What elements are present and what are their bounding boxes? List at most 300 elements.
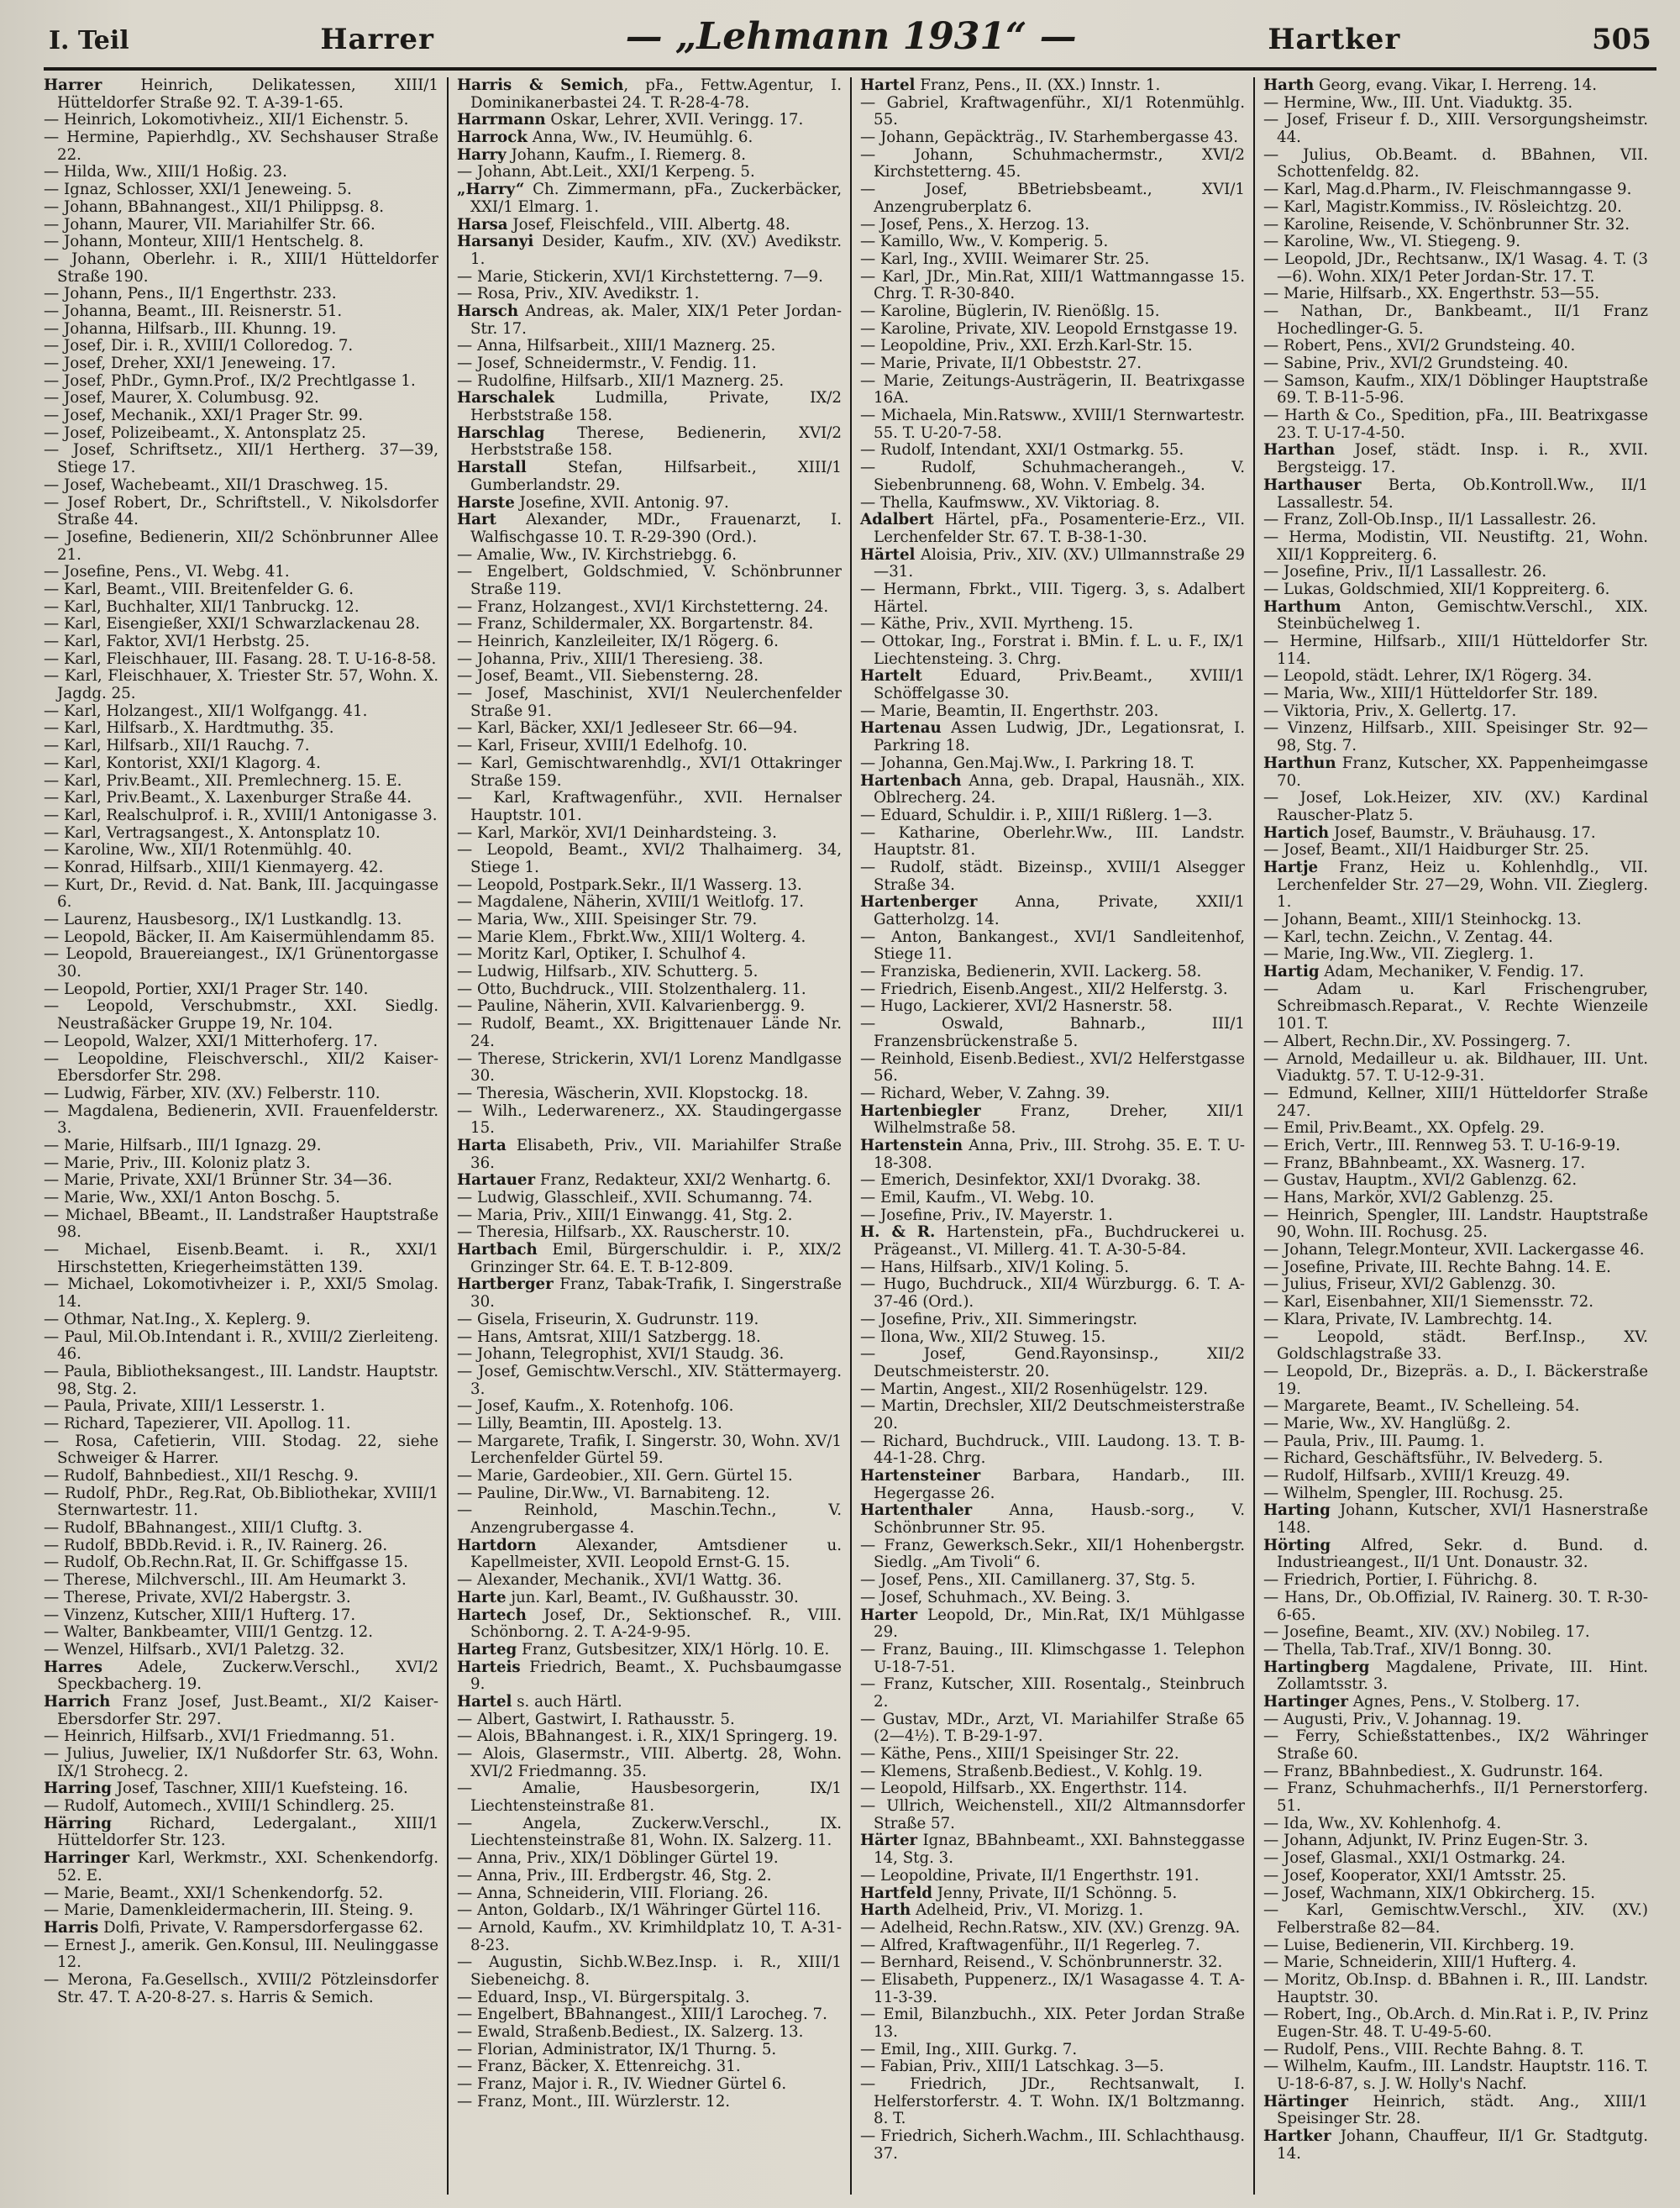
- directory-entry: — Josefine, Priv., IV. Mayerstr. 1.: [860, 1206, 1113, 1224]
- directory-entry: — Hans, Hilfsarb., XIV/1 Koling. 5.: [860, 1258, 1130, 1276]
- directory-entry: — Marie, Stickerin, XVI/1 Kirchstetterng. 7—9.: [457, 267, 823, 286]
- directory-entry: — Karl, Gemischtw.Verschl., XIV. (XV.) Felberstraße 82—84.: [1263, 1901, 1648, 1937]
- directory-entry: — Adam u. Karl Frischengruber, Schreibmasch.Reparat., V. Rechte Wienzeile 101. T.: [1263, 980, 1648, 1033]
- directory-entry: — Friedrich, JDr., Rechtsanwalt, I. Helferstorferstr. 4. T. Wohn. IX/1 Boltzmanng. 8. T.: [860, 2075, 1245, 2128]
- directory-entry: — Leopold, Dr., Bizepräs. a. D., I. Bäckerstraße 19.: [1263, 1362, 1648, 1398]
- directory-entry: — Rudolfine, Hilfsarb., XII/1 Maznerg. 25.: [457, 371, 785, 390]
- directory-entry: Hartdorn Alexander, Amtsdiener u. Kapellmeister, XVII. Leopold Ernst-G. 15.: [457, 1536, 842, 1572]
- directory-entry: — Johanna, Beamt., III. Reisnerstr. 51.: [44, 302, 343, 320]
- directory-entry: — Maria, Priv., XIII/1 Einwangg. 41, Stg. 2.: [457, 1206, 793, 1224]
- directory-entry: — Marie, Gardeobier., XII. Gern. Gürtel 15.: [457, 1467, 793, 1485]
- directory-entry: Hartberger Franz, Tabak-Trafik, I. Singerstraße 30.: [457, 1275, 842, 1312]
- directory-entry: — Anna, Schneiderin, VIII. Floriang. 26.: [457, 1884, 769, 1902]
- publication-title: — „Lehmann 1931“ —: [625, 15, 1077, 58]
- directory-entry: Harthum Anton, Gemischtw.Verschl., XIX. Steinbüchelweg 1.: [1263, 597, 1648, 633]
- directory-entry: — Anton, Bankangest., XVI/1 Sandleitenhof, Stiege 11.: [860, 928, 1245, 964]
- directory-entry: Harsch Andreas, ak. Maler, XIX/1 Peter Jordan-Str. 17.: [457, 302, 842, 338]
- directory-entry: — Karoline, Private, XIV. Leopold Ernstgasse 19.: [860, 319, 1238, 338]
- directory-entry: — Franz, Bäcker, X. Ettenreichg. 31.: [457, 2058, 741, 2076]
- directory-entry: — Marie, Private, II/1 Obbeststr. 27.: [860, 355, 1142, 372]
- directory-entry: — Richard, Geschäftsführ., IV. Belvederg. 5.: [1263, 1449, 1604, 1468]
- directory-entry: — Gustav, MDr., Arzt, VI. Mariahilfer Straße 65 (2—4½). T. B-29-1-97.: [860, 1710, 1245, 1746]
- directory-entry: — Anna, Priv., III. Erdbergstr. 46, Stg. 2.: [457, 1866, 772, 1885]
- directory-entry: — Maria, Ww., XIII/1 Hütteldorfer Str. 189.: [1263, 685, 1599, 703]
- directory-entry: Hartig Adam, Mechaniker, V. Fendig. 17.: [1263, 963, 1584, 981]
- directory-entry: — Leopoldine, Priv., XXI. Erzh.Karl-Str. 15.: [860, 337, 1193, 355]
- directory-entry: — Martin, Drechsler, XII/2 Deutschmeisterstraße 20.: [860, 1397, 1245, 1433]
- directory-entry: — Anna, Hilfsarbeit., XIII/1 Maznerg. 25.: [457, 337, 776, 355]
- directory-entry: — Käthe, Priv., XVII. Myrtheng. 15.: [860, 615, 1134, 633]
- column-3: [850, 77, 1253, 2195]
- directory-entry: — Karoline, Büglerin, IV. Rienößlg. 15.: [860, 302, 1160, 320]
- directory-entry: Harrer Heinrich, Delikatessen, XIII/1 Hütteldorfer Straße 92. T. A-39-1-65.: [44, 77, 438, 112]
- directory-entry: — Leopold, städt. Berf.Insp., XV. Goldschlagstraße 33.: [1263, 1327, 1648, 1364]
- directory-entry: — Johann, Maurer, VII. Mariahilfer Str. 66.: [44, 215, 375, 234]
- directory-entry: — Anna, Priv., XIX/1 Döblinger Gürtel 19.: [457, 1849, 779, 1868]
- directory-entry: — Rudolf, Schuhmacherangeh., V. Siebenbrunneng. 68, Wohn. V. Embelg. 34.: [860, 459, 1245, 494]
- directory-entry: — Augusti, Priv., V. Johannag. 19.: [1263, 1710, 1522, 1728]
- directory-entry: — Richard, Tapezierer, VII. Apollog. 11.: [44, 1414, 351, 1433]
- directory-entry: Härtinger Heinrich, städt. Ang., XIII/1 Speisinger Str. 28.: [1263, 2092, 1648, 2128]
- directory-entry: Harrock Anna, Ww., IV. Heumühlg. 6.: [457, 129, 753, 147]
- directory-entry: — Ernest J., amerik. Gen.Konsul, III. Neulinggasse 12.: [44, 1936, 438, 1972]
- directory-entry: — Karl, Markör, XVI/1 Deinhardsteing. 3.: [457, 823, 777, 842]
- directory-entry: — Johann, Gepäckträg., IV. Starhembergasse 43.: [860, 129, 1239, 147]
- directory-entry: Hartingberg Magdalene, Private, III. Hint. Zollamtsstr. 3.: [1263, 1658, 1648, 1694]
- directory-entry: — Emil, Bilanzbuchh., XIX. Peter Jordan Straße 13.: [860, 2006, 1245, 2041]
- directory-entry: — Reinhold, Maschin.Techn., V. Anzengrubergasse 4.: [457, 1501, 842, 1538]
- directory-entry: — Josef, Kooperator, XXI/1 Amtsstr. 25.: [1263, 1866, 1567, 1885]
- directory-entry: — Franz, Major i. R., IV. Wiedner Gürtel 6.: [457, 2075, 787, 2094]
- directory-entry: — Karl, Eisengießer, XXI/1 Schwarzlackenau 28.: [44, 615, 420, 633]
- directory-entry: — Marie, Zeitungs-Austrägerin, II. Beatrixgasse 16A.: [860, 371, 1245, 407]
- directory-entry: — Josef, Beamt., VII. Siebensterng. 28.: [457, 667, 759, 686]
- directory-entry: — Karl, Realschulprof. i. R., XVIII/1 Antonigasse 3.: [44, 806, 438, 824]
- directory-entry: — Leopold, Portier, XXI/1 Prager Str. 140.: [44, 980, 369, 998]
- directory-entry: — Hugo, Buchdruck., XII/4 Würzburgg. 6. T. A-37-46 (Ord.).: [860, 1275, 1245, 1312]
- directory-entry: Hartel Franz, Pens., II. (XX.) Innstr. 1.: [860, 77, 1161, 94]
- directory-entry: — Rudolf, Hilfsarb., XVIII/1 Kreuzg. 49.: [1263, 1467, 1571, 1485]
- directory-entry: — Karl, Kontorist, XXI/1 Klagorg. 4.: [44, 754, 321, 772]
- directory-entry: Harteis Friedrich, Beamt., X. Puchsbaumgasse 9.: [457, 1658, 842, 1694]
- directory-entry: — Josef, Maschinist, XVI/1 Neulerchenfelder Straße 91.: [457, 685, 842, 720]
- directory-entry: — Leopold, städt. Lehrer, IX/1 Rögerg. 34.: [1263, 667, 1593, 686]
- directory-entry: — Marie, Beamtin, II. Engerthstr. 203.: [860, 702, 1159, 720]
- section-label: I. Teil: [49, 26, 129, 55]
- directory-entry: Harring Josef, Taschner, XIII/1 Kuefsteing. 16.: [44, 1780, 408, 1798]
- directory-entry: — Amalie, Hausbesorgerin, IX/1 Liechtensteinstraße 81.: [457, 1780, 842, 1816]
- directory-entry: — Karl, Faktor, XVI/1 Herbstg. 25.: [44, 633, 310, 650]
- directory-entry: — Franz, Kutscher, XIII. Rosentalg., Steinbruch 2.: [860, 1675, 1245, 1711]
- directory-entry: — Leopold, Hilfsarb., XX. Engerthstr. 114.: [860, 1780, 1188, 1798]
- directory-entry: — Hermine, Ww., III. Unt. Viaduktg. 35.: [1263, 93, 1573, 112]
- directory-entry: — Rosa, Priv., XIV. Avedikstr. 1.: [457, 285, 700, 303]
- directory-entry: — Josef, PhDr., Gymn.Prof., IX/2 Prechtlgasse 1.: [44, 371, 416, 390]
- directory-entry: — Konrad, Hilfsarb., XIII/1 Kienmayerg. 42.: [44, 858, 384, 876]
- directory-entry: — Emerich, Desinfektor, XXI/1 Dvorakg. 38.: [860, 1171, 1201, 1190]
- directory-entry: Harschalek Ludmilla, Private, IX/2 Herbststraße 158.: [457, 389, 842, 425]
- directory-entry: — Karl, Buchhalter, XII/1 Tanbruckg. 12.: [44, 597, 360, 616]
- directory-entry: — Julius, Ob.Beamt. d. BBahnen, VII. Schottenfeldg. 82.: [1263, 145, 1648, 181]
- directory-entry: — Franz, BBahnbediest., X. Gudrunstr. 164.: [1263, 1762, 1604, 1780]
- directory-entry: — Lilly, Beamtin, III. Apostelg. 13.: [457, 1414, 722, 1433]
- directory-entry: — Viktoria, Priv., X. Gellertg. 17.: [1263, 702, 1517, 720]
- directory-entry: — Albert, Rechn.Dir., XV. Possingerg. 7.: [1263, 1032, 1571, 1050]
- directory-entry: — Franz, Schildermaler, XX. Borgartenstr. 84.: [457, 615, 814, 633]
- directory-entry: — Marie, Ing.Ww., VII. Zieglerg. 1.: [1263, 945, 1534, 964]
- directory-entry: Hart Alexander, MDr., Frauenarzt, I. Walfischgasse 10. T. R-29-390 (Ord.).: [457, 511, 842, 546]
- directory-entry: — Josefine, Bedienerin, XII/2 Schönbrunner Allee 21.: [44, 528, 438, 564]
- directory-entry: — Margarete, Beamt., IV. Schelleing. 54.: [1263, 1397, 1580, 1416]
- directory-entry: — Emil, Priv.Beamt., XX. Opfelg. 29.: [1263, 1119, 1545, 1138]
- directory-entry: — Marie, Damenkleidermacherin, III. Steing. 9.: [44, 1901, 414, 1920]
- directory-entry: — Franziska, Bedienerin, XVII. Lackerg. 58.: [860, 963, 1202, 981]
- directory-entry: Harteg Franz, Gutsbesitzer, XIX/1 Hörlg. 10. E.: [457, 1640, 830, 1659]
- directory-entry: — Engelbert, Goldschmied, V. Schönbrunner Straße 119.: [457, 563, 842, 598]
- directory-entry: Harting Johann, Kutscher, XVI/1 Hasnerstraße 148.: [1263, 1501, 1648, 1538]
- directory-entry: — Franz, Bauing., III. Klimschgasse 1. Telephon U-18-7-51.: [860, 1640, 1245, 1676]
- directory-entry: — Walter, Bankbeamter, VIII/1 Gentzg. 12.: [44, 1623, 374, 1642]
- directory-entry: — Josefine, Private, III. Rechte Bahng. 14. E.: [1263, 1258, 1611, 1276]
- directory-entry: — Marie, Beamt., XXI/1 Schenkendorfg. 52.: [44, 1884, 384, 1902]
- directory-entry: — Ida, Ww., XV. Kohlenhofg. 4.: [1263, 1814, 1502, 1832]
- directory-entry: Harringer Karl, Werkmstr., XXI. Schenkendorfg. 52. E.: [44, 1849, 438, 1885]
- directory-entry: „Harry“ Ch. Zimmermann, pFa., Zuckerbäcker, XXI/1 Elmarg. 1.: [457, 181, 842, 216]
- directory-entry: — Otto, Buchdruck., VIII. Stolzenthalerg. 11.: [457, 980, 806, 998]
- directory-entry: — Marie, Hilfsarb., XX. Engerthstr. 53—55.: [1263, 285, 1600, 303]
- directory-entry: Harris Dolfi, Private, V. Rampersdorfergasse 62.: [44, 1918, 423, 1937]
- directory-entry: — Ludwig, Hilfsarb., XIV. Schutterg. 5.: [457, 963, 759, 981]
- directory-entry: — Lukas, Goldschmied, XII/1 Koppreiterg. 6.: [1263, 580, 1610, 598]
- directory-entry: — Sabine, Priv., XVI/2 Grundsteing. 40.: [1263, 355, 1569, 372]
- directory-entry: — Michael, Eisenb.Beamt. i. R., XXI/1 Hirschstetten, Kriegerheimstätten 139.: [44, 1241, 438, 1276]
- directory-entry: — Karl, Gemischtwarenhdlg., XVI/1 Ottakringer Straße 159.: [457, 754, 842, 790]
- directory-entry: — Theresia, Hilfsarb., XX. Rauscherstr. 10.: [457, 1223, 790, 1242]
- directory-entry: — Heinrich, Kanzleileiter, IX/1 Rögerg. 6.: [457, 633, 779, 650]
- directory-entry: — Rudolf, Automech., XVIII/1 Schindlerg. 25.: [44, 1797, 395, 1816]
- directory-entry: — Josef, Schriftsetz., XII/1 Hertherg. 37—39, Stiege 17.: [44, 441, 438, 477]
- directory-entry: — Paula, Priv., III. Paumg. 1.: [1263, 1432, 1485, 1450]
- directory-entry: — Johann, Schuhmachermstr., XVI/2 Kirchstetterng. 45.: [860, 145, 1245, 181]
- directory-entry: — Augustin, Sichb.W.Bez.Insp. i. R., XIII/1 Siebeneichg. 8.: [457, 1953, 842, 1989]
- directory-entry: — Margarete, Trafik, I. Singerstr. 30, Wohn. XV/1 Lerchenfelder Gürtel 59.: [457, 1432, 842, 1468]
- directory-entry: — Franz, Schuhmacherhfs., II/1 Pernerstorferg. 51.: [1263, 1780, 1648, 1816]
- directory-entry: — Josef, Gend.Rayonsinsp., XII/2 Deutschmeisterstr. 20.: [860, 1345, 1245, 1380]
- directory-entry: — Franz, BBahnbeamt., XX. Wasnerg. 17.: [1263, 1154, 1586, 1172]
- directory-entry: — Josef, Pens., XII. Camillanerg. 37, Stg. 5.: [860, 1571, 1196, 1590]
- directory-entry: — Josef, Kaufm., X. Rotenhofg. 106.: [457, 1397, 734, 1416]
- directory-entry: — Amalie, Ww., IV. Kirchstriebgg. 6.: [457, 545, 738, 564]
- directory-entry: Hartbach Emil, Bürgerschuldir. i. P., XIX/2 Grinzinger Str. 64. E. T. B-12-809.: [457, 1241, 842, 1276]
- directory-entry: — Johann, Telegrophist, XVI/1 Staudg. 36.: [457, 1345, 785, 1364]
- directory-entry: — Josef, Polizeibeamt., X. Antonsplatz 25.: [44, 423, 366, 442]
- directory-entry: — Karl, Magistr.Kommiss., IV. Rösleichtzg. 20.: [1263, 197, 1622, 216]
- directory-entry: — Karoline, Ww., VI. Stiegeng. 9.: [1263, 233, 1521, 251]
- directory-entry: — Othmar, Nat.Ing., X. Keplerg. 9.: [44, 1310, 311, 1328]
- directory-entry: — Karl, Hilfsarb., X. Hardtmuthg. 35.: [44, 719, 334, 738]
- directory-entry: — Friedrich, Portier, I. Führichg. 8.: [1263, 1571, 1538, 1590]
- right-guide-word: Hartker: [1268, 23, 1401, 56]
- directory-entry: — Josef, Gemischtw.Verschl., XIV. Stättermayerg. 3.: [457, 1362, 842, 1398]
- directory-entry: — Arnold, Kaufm., XV. Krimhildplatz 10, T. A-31-8-23.: [457, 1918, 842, 1954]
- directory-entry: — Josefine, Pens., VI. Webg. 41.: [44, 563, 290, 581]
- directory-entry: Adalbert Härtel, pFa., Posamenterie-Erz., VII. Lerchenfelder Str. 67. T. B-38-1-30.: [860, 511, 1245, 546]
- directory-entry: — Arnold, Medailleur u. ak. Bildhauer, III. Unt. Viaduktg. 57. T. U-12-9-31.: [1263, 1049, 1648, 1086]
- directory-entry: — Alfred, Kraftwagenführ., II/1 Regerleg. 7.: [860, 1936, 1200, 1954]
- directory-entry: — Julius, Friseur, XVI/2 Gablenzg. 30.: [1263, 1275, 1557, 1294]
- directory-entry: — Heinrich, Spengler, III. Landstr. Hauptstraße 90, Wohn. III. Rochusg. 25.: [1263, 1206, 1648, 1242]
- directory-entry: — Rudolf, städt. Bizeinsp., XVIII/1 Alsegger Straße 34.: [860, 858, 1245, 894]
- directory-entry: — Alois, Glasermstr., VIII. Albertg. 28, Wohn. XVI/2 Friedmanng. 35.: [457, 1745, 842, 1780]
- directory-entry: — Anton, Goldarb., IX/1 Währinger Gürtel 116.: [457, 1901, 822, 1920]
- column-4: [1253, 77, 1656, 2195]
- directory-entry: Harry Johann, Kaufm., I. Riemerg. 8.: [457, 145, 747, 164]
- directory-entry: — Theresia, Wäscherin, XVII. Klopstockg. 18.: [457, 1084, 809, 1102]
- directory-entry: — Angela, Zuckerw.Verschl., IX. Liechtensteinstraße 81, Wohn. IX. Salzerg. 11.: [457, 1814, 842, 1850]
- directory-entry: — Karl, Bäcker, XXI/1 Jedleseer Str. 66—94.: [457, 719, 798, 738]
- directory-entry: Hartenberger Anna, Private, XXII/1 Gatterholzg. 14.: [860, 893, 1245, 928]
- directory-entry: — Magdalena, Bedienerin, XVII. Frauenfelderstr. 3.: [44, 1101, 438, 1138]
- directory-entry: — Therese, Strickerin, XVI/1 Lorenz Mandlgasse 30.: [457, 1049, 842, 1086]
- directory-entry: Harte jun. Karl, Beamt., IV. Gußhausstr. 30.: [457, 1588, 799, 1606]
- directory-entry: — Thella, Kaufmsww., XV. Viktoriag. 8.: [860, 493, 1160, 512]
- directory-entry: Harthun Franz, Kutscher, XX. Pappenheimgasse 70.: [1263, 754, 1648, 790]
- directory-entry: — Karl, Friseur, XVIII/1 Edelhofg. 10.: [457, 737, 748, 755]
- directory-entry: — Richard, Weber, V. Zahng. 39.: [860, 1084, 1110, 1102]
- directory-entry: — Karl, Beamt., VIII. Breitenfelder G. 6.: [44, 580, 354, 598]
- directory-entry: — Vinzenz, Hilfsarb., XIII. Speisinger Str. 92—98, Stg. 7.: [1263, 719, 1648, 755]
- directory-entry: — Johann, Beamt., XIII/1 Steinhockg. 13.: [1263, 911, 1582, 928]
- directory-entry: — Karoline, Ww., XII/1 Rotenmühlg. 40.: [44, 841, 353, 860]
- directory-entry: — Marie, Private, XXI/1 Brünner Str. 34—36.: [44, 1171, 393, 1190]
- directory-entry: — Rudolf, Pens., VIII. Rechte Bahng. 8. T.: [1263, 2040, 1584, 2058]
- directory-entry: — Erich, Vertr., III. Rennweg 53. T. U-16-9-19.: [1263, 1136, 1621, 1154]
- directory-entry: — Josefine, Priv., II/1 Lassallestr. 26.: [1263, 563, 1547, 581]
- directory-entry: — Pauline, Dir.Ww., VI. Barnabiteng. 12.: [457, 1484, 770, 1502]
- directory-entry: — Moritz Karl, Optiker, I. Schulhof 4.: [457, 945, 747, 964]
- directory-entry: Hörting Alfred, Sekr. d. Bund. d. Industrieangest., II/1 Unt. Donaustr. 32.: [1263, 1536, 1648, 1572]
- directory-entry: — Josef, Maurer, X. Columbusg. 92.: [44, 389, 319, 407]
- directory-entry: Hartinger Agnes, Pens., V. Stolberg. 17.: [1263, 1692, 1580, 1711]
- directory-entry: — Josef, Dreher, XXI/1 Jeneweing. 17.: [44, 355, 336, 372]
- directory-entry: — Samson, Kaufm., XIX/1 Döblinger Hauptstraße 69. T. B-11-5-96.: [1263, 371, 1648, 407]
- directory-entry: — Rudolf, Bahnbediest., XII/1 Reschg. 9.: [44, 1467, 359, 1485]
- directory-entry: — Adelheid, Rechn.Ratsw., XIV. (XV.) Grenzg. 9A.: [860, 1918, 1241, 1937]
- directory-entry: Hartfeld Jenny, Private, II/1 Schönng. 5.: [860, 1884, 1178, 1902]
- directory-entry: — Laurenz, Hausbesorg., IX/1 Lustkandlg. 13.: [44, 911, 402, 928]
- directory-entry: — Johann, Adjunkt, IV. Prinz Eugen-Str. 3.: [1263, 1832, 1588, 1850]
- directory-entry: — Julius, Juwelier, IX/1 Nußdorfer Str. 63, Wohn. IX/1 Strohecg. 2.: [44, 1745, 438, 1780]
- directory-entry: Harth Georg, evang. Vikar, I. Herreng. 14.: [1263, 77, 1598, 94]
- directory-entry: — Klemens, Straßenb.Bediest., V. Kohlg. 19.: [860, 1762, 1203, 1780]
- directory-entry: — Heinrich, Hilfsarb., XVI/1 Friedmanng. 51.: [44, 1727, 396, 1746]
- left-guide-word: Harrer: [320, 23, 434, 56]
- directory-entry: — Florian, Administrator, IX/1 Thurng. 5.: [457, 2040, 777, 2058]
- directory-entry: — Karl, Kraftwagenführ., XVII. Hernalser Hauptstr. 101.: [457, 789, 842, 824]
- directory-entry: Harrich Franz Josef, Just.Beamt., XI/2 Kaiser-Ebersdorfer Str. 297.: [44, 1692, 438, 1728]
- directory-entry: Hartich Josef, Baumstr., V. Bräuhausg. 17.: [1263, 823, 1596, 842]
- directory-entry: — Johann, Pens., II/1 Engerthstr. 233.: [44, 285, 337, 303]
- directory-entry: — Marie, Ww., XXI/1 Anton Boschg. 5.: [44, 1189, 340, 1207]
- directory-entry: — Reinhold, Eisenb.Bediest., XVI/2 Helferstgasse 56.: [860, 1049, 1245, 1086]
- directory-entry: — Wilhelm, Spengler, III. Rochusg. 25.: [1263, 1484, 1563, 1502]
- directory-entry: — Hugo, Lackierer, XVI/2 Hasnerstr. 58.: [860, 997, 1173, 1016]
- directory-entry: — Franz, Gewerksch.Sekr., XII/1 Hohenbergstr. Siedlg. „Am Tivoli“ 6.: [860, 1536, 1245, 1572]
- directory-entry: — Karl, Ing., XVIII. Weimarer Str. 25.: [860, 250, 1150, 268]
- directory-entry: — Michaela, Min.Ratsww., XVIII/1 Sternwartestr. 55. T. U-20-7-58.: [860, 407, 1245, 442]
- directory-entry: — Karl, Holzangest., XII/1 Wolfgangg. 41.: [44, 702, 368, 720]
- directory-entry: — Richard, Buchdruck., VIII. Laudong. 13. T. B-44-1-28. Chrg.: [860, 1432, 1245, 1468]
- directory-entry: — Josef, Dir. i. R., XVIII/1 Colloredog. 7.: [44, 337, 354, 355]
- directory-entry: — Magdalene, Näherin, XVIII/1 Weitlofg. 17.: [457, 893, 805, 912]
- directory-entry: Harschlag Therese, Bedienerin, XVI/2 Herbststraße 158.: [457, 423, 842, 460]
- directory-entry: — Josef, Lok.Heizer, XIV. (XV.) Kardinal Rauscher-Platz 5.: [1263, 789, 1648, 824]
- directory-entry: Hartel s. auch Härtl.: [457, 1692, 622, 1711]
- directory-entry: — Marie Klem., Fbrkt.Ww., XIII/1 Wolterg. 4.: [457, 928, 806, 946]
- directory-entry: — Karl, JDr., Min.Rat, XIII/1 Wattmanngasse 15. Chrg. T. R-30-840.: [860, 267, 1245, 303]
- directory-entry: Hartenstein Anna, Priv., III. Strohg. 35. E. T. U-18-308.: [860, 1136, 1245, 1172]
- directory-entry: — Engelbert, BBahnangest., XIII/1 Larocheg. 7.: [457, 2006, 827, 2024]
- directory-entry: — Eduard, Schuldir. i. P., XIII/1 Rißlerg. 1—3.: [860, 806, 1213, 824]
- directory-entry: — Kamillo, Ww., V. Komperig. 5.: [860, 233, 1109, 251]
- directory-entry: — Hermine, Hilfsarb., XIII/1 Hütteldorfer Str. 114.: [1263, 633, 1648, 668]
- directory-entry: — Rudolf, Ob.Rechn.Rat, II. Gr. Schiffgasse 15.: [44, 1553, 408, 1572]
- directory-entry: — Leopold, Verschubmstr., XXI. Siedlg. Neustraßäcker Gruppe 19, Nr. 104.: [44, 997, 438, 1033]
- directory-entry: — Leopoldine, Fleischverschl., XII/2 Kaiser-Ebersdorfer Str. 298.: [44, 1049, 438, 1086]
- directory-entry: — Karl, Fleischhauer, III. Fasang. 28. T. U-16-8-58.: [44, 649, 437, 668]
- directory-entry: Hartenau Assen Ludwig, JDr., Legationsrat, I. Parkring 18.: [860, 719, 1245, 755]
- directory-entry: — Friedrich, Eisenb.Angest., XII/2 Helferstg. 3.: [860, 980, 1228, 998]
- directory-entry: — Nathan, Dr., Bankbeamt., II/1 Franz Hochedlinger-G. 5.: [1263, 302, 1648, 338]
- directory-entry: — Franz, Mont., III. Würzlerstr. 12.: [457, 2092, 731, 2111]
- directory-entry: — Wilh., Lederwarenerz., XX. Staudingergasse 15.: [457, 1101, 842, 1138]
- directory-entry: H. & R. Hartenstein, pFa., Buchdruckerei u. Prägeanst., VI. Millerg. 41. T. A-30-5-84.: [860, 1223, 1246, 1259]
- directory-entry: — Fabian, Priv., XIII/1 Latschkag. 3—5.: [860, 2058, 1164, 2076]
- directory-entry: — Josef, Mechanik., XXI/1 Prager Str. 99.: [44, 407, 364, 425]
- directory-entry: — Leopold, JDr., Rechtsanw., IX/1 Wasag. 4. T. (3—6). Wohn. XIX/1 Peter Jordan-Str. 17. T.: [1263, 250, 1648, 286]
- directory-entry: — Josef, Pens., X. Herzog. 13.: [860, 215, 1090, 234]
- directory-entry: — Hans, Markör, XVI/2 Gablenzg. 25.: [1263, 1189, 1554, 1207]
- directory-entry: Hartje Franz, Heiz u. Kohlenhdlg., VII. Lerchenfelder Str. 27—29, Wohn. VII. Zieglerg. 1.: [1263, 858, 1648, 912]
- directory-entry: — Karl, Mag.d.Pharm., IV. Fleischmanngasse 9.: [1263, 181, 1632, 199]
- directory-entry: Härter Ignaz, BBahnbeamt., XXI. Bahnsteggasse 14, Stg. 3.: [860, 1832, 1245, 1868]
- directory-entry: — Elisabeth, Puppenerz., IX/1 Wasagasse 4. T. A-11-3-39.: [860, 1970, 1245, 2006]
- directory-entry: — Josef, Friseur f. D., XIII. Versorgungsheimstr. 44.: [1263, 111, 1648, 147]
- directory-entry: — Johann, Abt.Leit., XXI/1 Kerpeng. 5.: [457, 163, 755, 181]
- directory-entry: — Ottokar, Ing., Forstrat i. BMin. f. L. u. F., IX/1 Liechtensteing. 3. Chrg.: [860, 633, 1245, 668]
- directory-entry: — Edmund, Kellner, XIII/1 Hütteldorfer Straße 247.: [1263, 1084, 1648, 1120]
- directory-entry: Harta Elisabeth, Priv., VII. Mariahilfer Straße 36.: [457, 1136, 842, 1172]
- directory-entry: — Marie, Ww., XV. Hanglüßg. 2.: [1263, 1414, 1511, 1433]
- directory-entry: — Josef, BBetriebsbeamt., XVI/1 Anzengruberplatz 6.: [860, 181, 1245, 216]
- directory-entry: — Ludwig, Glasschleif., XVII. Schumanng. 74.: [457, 1189, 813, 1207]
- directory-entry: — Josef, Wachmann, XIX/1 Obkircherg. 15.: [1263, 1884, 1596, 1902]
- directory-entry: Harste Josefine, XVII. Antonig. 97.: [457, 493, 729, 512]
- directory-entry: — Johann, Monteur, XIII/1 Hentschelg. 8.: [44, 233, 365, 251]
- directory-entry: — Merona, Fa.Gesellsch., XVIII/2 Pötzleinsdorfer Str. 47. T. A-20-8-27. s. Harris & Semich.: [44, 1970, 438, 2006]
- directory-entry: — Wenzel, Hilfsarb., XVI/1 Paletzg. 32.: [44, 1640, 345, 1659]
- directory-entry: — Josefine, Beamt., XIV. (XV.) Nobileg. 17.: [1263, 1623, 1590, 1642]
- directory-entry: — Karl, techn. Zeichn., V. Zentag. 44.: [1263, 928, 1553, 946]
- directory-entry: — Vinzenz, Kutscher, XIII/1 Hufterg. 17.: [44, 1606, 356, 1624]
- directory-entry: Harres Adele, Zuckerw.Verschl., XVI/2 Speckbacherg. 19.: [44, 1658, 438, 1694]
- directory-entry: Hartker Johann, Chauffeur, II/1 Gr. Stadtgutg. 14.: [1263, 2127, 1648, 2163]
- directory-entry: Härring Richard, Ledergalant., XIII/1 Hütteldorfer Str. 123.: [44, 1814, 438, 1850]
- directory-entry: — Ignaz, Schlosser, XXI/1 Jeneweing. 5.: [44, 181, 352, 199]
- directory-entry: — Josefine, Priv., XII. Simmeringstr.: [860, 1310, 1138, 1328]
- directory-entry: — Hermine, Papierhdlg., XV. Sechshauser Straße 22.: [44, 129, 438, 164]
- directory-entry: — Karl, Priv.Beamt., XII. Premlechnerg. 15. E.: [44, 771, 402, 790]
- directory-entry: — Käthe, Pens., XIII/1 Speisinger Str. 22.: [860, 1745, 1179, 1763]
- directory-entry: — Friedrich, Sicherh.Wachm., III. Schlachthausg. 37.: [860, 2127, 1245, 2163]
- directory-entry: — Karl, Vertragsangest., X. Antonsplatz 10.: [44, 823, 381, 842]
- directory-entry: — Paul, Mil.Ob.Intendant i. R., XVIII/2 Zierleiteng. 46.: [44, 1327, 438, 1364]
- directory-entry: Harstall Stefan, Hilfsarbeit., XIII/1 Gumberlandstr. 29.: [457, 459, 842, 494]
- directory-entry: — Leopold, Brauereiangest., IX/1 Grünentorgasse 30.: [44, 945, 438, 981]
- directory-entry: — Franz, Zoll-Ob.Insp., II/1 Lassallestr. 26.: [1263, 511, 1597, 529]
- directory-entry: — Ferry, Schießstattenbes., IX/2 Währinger Straße 60.: [1263, 1727, 1648, 1763]
- directory-entry: — Karoline, Reisende, V. Schönbrunner Str. 32.: [1263, 215, 1630, 234]
- directory-columns: [44, 77, 1656, 2195]
- directory-entry: — Martin, Angest., XII/2 Rosenhügelstr. 129.: [860, 1380, 1209, 1398]
- directory-entry: Hartenbiegler Franz, Dreher, XII/1 Wilhelmstraße 58.: [860, 1101, 1245, 1138]
- directory-entry: — Karl, Fleischhauer, X. Triester Str. 57, Wohn. X. Jagdg. 25.: [44, 667, 438, 703]
- directory-entry: — Alois, BBahnangest. i. R., XIX/1 Springerg. 19.: [457, 1727, 838, 1746]
- directory-entry: — Harth & Co., Spedition, pFa., III. Beatrixgasse 23. T. U-17-4-50.: [1263, 407, 1648, 442]
- directory-entry: — Rudolf, PhDr., Reg.Rat, Ob.Bibliothekar, XVIII/1 Sternwartestr. 11.: [44, 1484, 438, 1520]
- directory-entry: Hartauer Franz, Redakteur, XXI/2 Wenhartg. 6.: [457, 1171, 832, 1190]
- directory-entry: — Johanna, Gen.Maj.Ww., I. Parkring 18. T.: [860, 754, 1195, 772]
- directory-entry: — Marie, Priv., III. Koloniz platz 3.: [44, 1154, 311, 1172]
- directory-entry: — Therese, Milchverschl., III. Am Heumarkt 3.: [44, 1571, 407, 1590]
- directory-entry: Harrmann Oskar, Lehrer, XVII. Veringg. 17.: [457, 111, 804, 129]
- directory-entry: — Josef, Schneidermstr., V. Fendig. 11.: [457, 355, 757, 372]
- directory-entry: — Moritz, Ob.Insp. d. BBahnen i. R., III. Landstr. Hauptstr. 30.: [1263, 1970, 1648, 2006]
- directory-entry: — Hilda, Ww., XIII/1 Hoßig. 23.: [44, 163, 287, 181]
- directory-entry: Härtel Aloisia, Priv., XIV. (XV.) Ullmannstraße 29—31.: [860, 545, 1245, 581]
- directory-entry: Harris & Semich, pFa., Fettw.Agentur, I. Dominikanerbastei 24. T. R-28-4-78.: [457, 77, 842, 112]
- directory-entry: — Josef, Wachebeamt., XII/1 Draschweg. 15.: [44, 476, 389, 494]
- directory-entry: — Katharine, Oberlehr.Ww., III. Landstr. Hauptstr. 81.: [860, 823, 1245, 860]
- directory-entry: — Leopold, Beamt., XVI/2 Thalhaimerg. 34, Stiege 1.: [457, 841, 842, 876]
- directory-entry: — Josef, Schuhmach., XV. Being. 3.: [860, 1588, 1131, 1606]
- directory-entry: — Karl, Hilfsarb., XII/1 Rauchg. 7.: [44, 737, 310, 755]
- directory-entry: Hartenthaler Anna, Hausb.-sorg., V. Schönbrunner Str. 95.: [860, 1501, 1245, 1538]
- directory-entry: — Ullrich, Weichenstell., XII/2 Altmannsdorfer Straße 57.: [860, 1797, 1245, 1832]
- directory-entry: — Robert, Pens., XVI/2 Grundsteing. 40.: [1263, 337, 1576, 355]
- directory-entry: — Rudolf, Intendant, XXI/1 Ostmarkg. 55.: [860, 441, 1184, 460]
- directory-entry: — Leopold, Walzer, XXI/1 Mitterhoferg. 17.: [44, 1032, 378, 1050]
- directory-entry: — Luise, Bedienerin, VII. Kirchberg. 19.: [1263, 1936, 1575, 1954]
- directory-entry: — Wilhelm, Kaufm., III. Landstr. Hauptstr. 116. T. U-18-6-87, s. J. W. Holly's Nachf.: [1263, 2058, 1648, 2094]
- directory-entry: — Leopoldine, Private, II/1 Engerthstr. 191.: [860, 1866, 1200, 1885]
- directory-entry: — Alexander, Mechanik., XVI/1 Wattg. 36.: [457, 1571, 782, 1590]
- directory-entry: — Josef, Glasmal., XXI/1 Ostmarkg. 24.: [1263, 1849, 1566, 1868]
- directory-entry: — Ewald, Straßenb.Bediest., IX. Salzerg. 13.: [457, 2023, 804, 2041]
- directory-entry: — Hans, Dr., Ob.Offizial, IV. Rainerg. 30. T. R-30-6-65.: [1263, 1588, 1648, 1624]
- column-1: [44, 77, 447, 2195]
- directory-entry: — Leopold, Postpark.Sekr., II/1 Wasserg. 13.: [457, 875, 802, 894]
- directory-entry: — Johanna, Hilfsarb., III. Khunng. 19.: [44, 319, 337, 338]
- directory-entry: Harter Leopold, Dr., Min.Rat, IX/1 Mühlgasse 29.: [860, 1606, 1245, 1642]
- directory-entry: — Paula, Private, XIII/1 Lesserstr. 1.: [44, 1397, 325, 1416]
- directory-entry: — Rudolf, Beamt., XX. Brigittenauer Lände Nr. 24.: [457, 1015, 842, 1050]
- directory-entry: — Franz, Holzangest., XVI/1 Kirchstetterng. 24.: [457, 597, 829, 616]
- directory-entry: — Ludwig, Färber, XIV. (XV.) Felberstr. 110.: [44, 1084, 381, 1102]
- directory-entry: — Klara, Private, IV. Lambrechtg. 14.: [1263, 1310, 1553, 1328]
- directory-entry: — Gisela, Friseurin, X. Gudrunstr. 119.: [457, 1310, 759, 1328]
- column-2: [447, 77, 850, 2195]
